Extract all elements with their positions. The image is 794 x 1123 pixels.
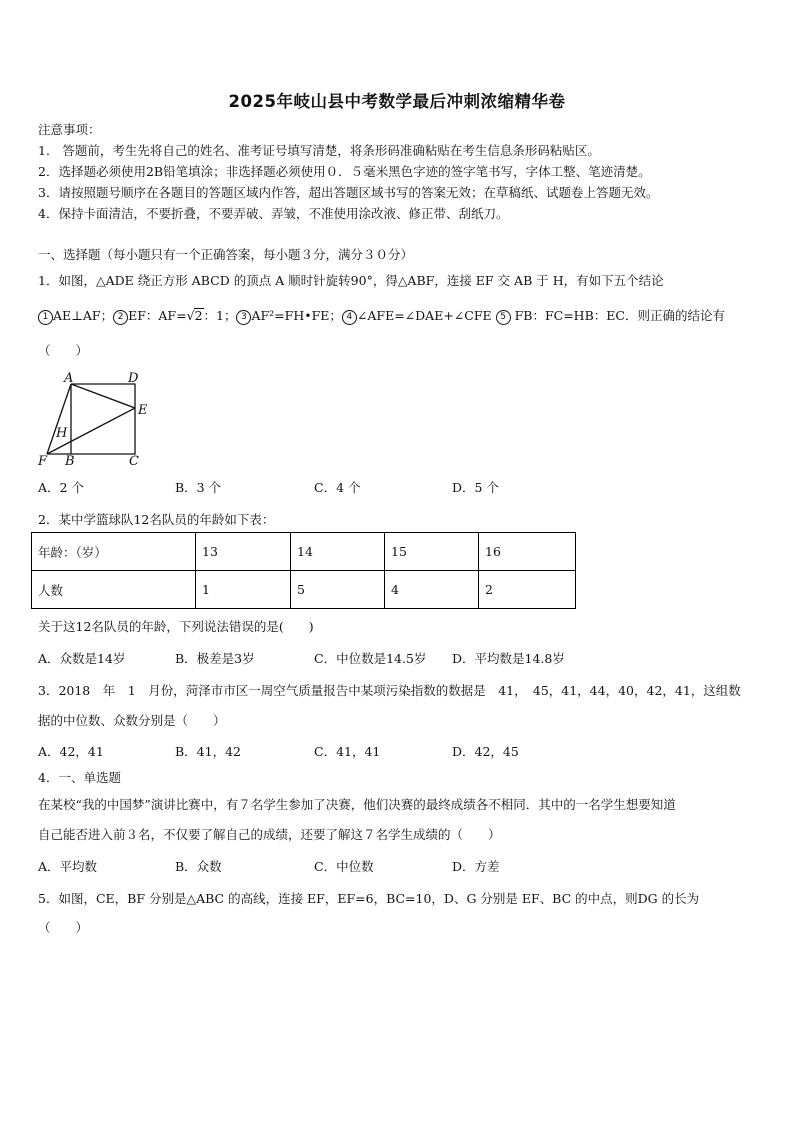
q1-stem: 1．如图，△ADE 绕正方形 ABCD 的顶点 A 顺时针旋转90°，得△ABF，连接 EF 交 AB 于 H，有如下五个结论 bbox=[38, 273, 664, 288]
option-a[interactable]: A．众数是14岁 bbox=[38, 651, 126, 666]
option-c[interactable]: C．41，41 bbox=[314, 744, 381, 759]
sqrt-sign: √ bbox=[186, 308, 195, 323]
option-b[interactable]: B．3 个 bbox=[175, 480, 222, 495]
option-c[interactable]: C．中位数 bbox=[314, 859, 374, 874]
option-b[interactable]: B．众数 bbox=[175, 859, 222, 874]
label-e: E bbox=[138, 403, 148, 418]
conclusion-1: AE⊥AF； bbox=[53, 308, 114, 323]
table-cell: 1 bbox=[196, 571, 291, 609]
exam-title: 2025年岐山县中考数学最后冲刺浓缩精华卷 bbox=[228, 92, 566, 111]
option-a[interactable]: A．2 个 bbox=[38, 480, 84, 495]
age-table bbox=[31, 532, 576, 609]
conclusion-4: ∠AFE=∠DAE+∠CFE bbox=[356, 308, 492, 323]
option-c[interactable]: C．4 个 bbox=[314, 480, 361, 495]
conclusion-3: AF²=FH•FE； bbox=[251, 308, 342, 323]
label-f: F bbox=[38, 454, 48, 466]
q3-line-2: 据的中位数、众数分别是（ ） bbox=[38, 713, 226, 728]
q4-options bbox=[38, 858, 758, 876]
option-d[interactable]: D．5 个 bbox=[452, 480, 499, 495]
section-heading: 一、选择题（每小题只有一个正确答案，每小题３分，满分３０分） bbox=[38, 247, 414, 262]
notice-heading: 注意事项： bbox=[38, 122, 101, 137]
table-cell: 15 bbox=[385, 533, 479, 571]
circled-number: 4 bbox=[342, 310, 357, 325]
label-b: B bbox=[65, 454, 75, 466]
circled-number: 3 bbox=[236, 310, 251, 325]
table-row bbox=[32, 571, 576, 609]
q2-options bbox=[38, 650, 758, 668]
option-b[interactable]: B．极差是3岁 bbox=[175, 651, 255, 666]
q1-blank: （ ） bbox=[38, 343, 89, 358]
notice-item: 2．选择题必须使用2B铅笔填涂；非选择题必须使用０．５毫米黑色字迹的签字笔书写，字体工整、笔迹清楚。 bbox=[38, 164, 651, 179]
label-h: H bbox=[56, 426, 68, 441]
segment-ae bbox=[71, 384, 135, 408]
q2-question: 关于这12名队员的年龄，下列说法错误的是( ) bbox=[38, 619, 314, 634]
q2-stem: 2．某中学篮球队12名队员的年龄如下表： bbox=[38, 512, 275, 527]
option-d[interactable]: D．42，45 bbox=[452, 744, 519, 759]
table-cell: 2 bbox=[479, 571, 576, 609]
label-d: D bbox=[128, 371, 139, 386]
option-a[interactable]: A．平均数 bbox=[38, 859, 98, 874]
label-a: A bbox=[64, 371, 74, 386]
option-b[interactable]: B．41，42 bbox=[175, 744, 241, 759]
circled-number: 1 bbox=[38, 310, 53, 325]
q4-line-2: 自己能否进入前３名，不仅要了解自己的成绩，还要了解这７名学生成绩的（ ） bbox=[38, 827, 501, 842]
option-d[interactable]: D．方差 bbox=[452, 859, 500, 874]
q1-geometry-figure bbox=[34, 370, 154, 466]
q5-line-1: 5．如图，CE，BF 分别是△ABC 的高线，连接 EF，EF=6，BC=10，D、G 分别是 EF、BC 的中点，则DG 的长为 bbox=[38, 891, 700, 906]
table-cell: 5 bbox=[291, 571, 385, 609]
circled-number: 5 bbox=[496, 310, 511, 325]
conclusion-2-prefix: EF：AF= bbox=[128, 308, 187, 323]
table-cell: 人数 bbox=[32, 571, 196, 609]
notice-item: 4．保持卡面清洁，不要折叠，不要弄破、弄皱，不准使用涂改液、修正带、刮纸刀。 bbox=[38, 206, 509, 221]
q4-line-1: 在某校“我的中国梦”演讲比赛中，有７名学生参加了决赛，他们决赛的最终成绩各不相同．其中的一名学生想要知道 bbox=[38, 797, 676, 812]
q3-options bbox=[38, 743, 758, 761]
q5-line-2: （ ） bbox=[38, 920, 89, 935]
square-abcd bbox=[71, 384, 135, 454]
q3-line-1: 3．2018 年 1 月份，菏泽市市区一周空气质量报告中某项污染指数的数据是 41， 45，41，44，40，42，41，这组数 bbox=[38, 683, 741, 698]
notice-item: 3．请按照题号顺序在各题目的答题区域内作答，超出答题区域书写的答案无效；在草稿纸、试题卷上答题无效。 bbox=[38, 185, 659, 200]
q4-heading: 4．一、单选题 bbox=[38, 770, 121, 785]
conclusion-2-suffix: ：1； bbox=[203, 308, 237, 323]
conclusion-5: FB：FC=HB：EC．则正确的结论有 bbox=[514, 308, 725, 323]
q1-conclusions bbox=[38, 307, 725, 325]
table-cell: 14 bbox=[291, 533, 385, 571]
label-c: C bbox=[129, 454, 139, 466]
q1-options bbox=[38, 479, 758, 497]
table-cell: 16 bbox=[479, 533, 576, 571]
option-a[interactable]: A．42，41 bbox=[38, 744, 104, 759]
notice-item: 1. 答题前，考生先将自己的姓名、准考证号填写清楚，将条形码准确粘贴在考生信息条形码粘贴区。 bbox=[38, 143, 600, 158]
table-cell: 年龄：（岁） bbox=[32, 533, 196, 571]
circled-number: 2 bbox=[113, 310, 128, 325]
sqrt-radicand: 2 bbox=[194, 308, 203, 323]
table-cell: 13 bbox=[196, 533, 291, 571]
option-c[interactable]: C．中位数是14.5岁 bbox=[314, 651, 427, 666]
table-row bbox=[32, 533, 576, 571]
table-cell: 4 bbox=[385, 571, 479, 609]
option-d[interactable]: D．平均数是14.8岁 bbox=[452, 651, 565, 666]
